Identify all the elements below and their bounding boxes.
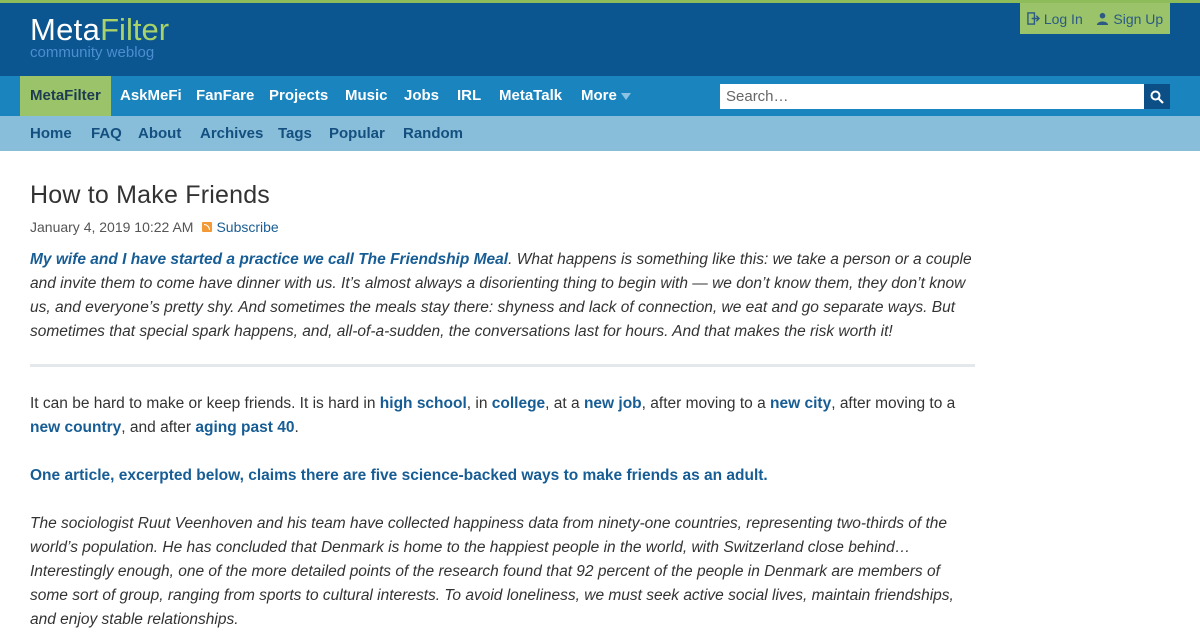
nav-item-fanfare[interactable]: FanFare <box>196 87 255 104</box>
caret-down-icon <box>621 93 631 100</box>
nav-item-projects[interactable]: Projects <box>269 87 329 104</box>
subnav-item-about[interactable]: About <box>138 125 182 142</box>
body-text: , at a <box>545 395 584 412</box>
nav-item-music[interactable]: Music <box>345 87 388 104</box>
nav-item-metafilter[interactable]: MetaFilter <box>20 76 111 116</box>
login-label: Log In <box>1043 10 1083 27</box>
article-link[interactable]: One article, excerpted below, claims there are five science-backed ways to make friends as an adult. <box>30 467 768 484</box>
post-intro-text: . What happens is something like this: we take a person or a couple and invite them to come have dinner with us. It’s almost always a disorienting thing to begin with — we don’t know them, they don’t know us, and everyone’s pretty shy. And sometimes the meals stay there: shyness and lack of connection, we eat and go separate ways. But sometimes that special spark happens, and, all-of-a-sudden, the conversations last for hours. And that makes the risk worth it! <box>30 251 972 340</box>
nav-more-label: More <box>581 87 617 104</box>
site-header <box>0 3 1200 76</box>
logo-meta: Meta <box>30 12 101 47</box>
signup-link[interactable] <box>1096 11 1163 27</box>
nav-item-irl[interactable]: IRL <box>457 87 482 104</box>
link-aging-past-40[interactable]: aging past 40 <box>195 419 295 436</box>
body-text: , after moving to a <box>831 395 956 412</box>
post-meta <box>30 219 279 235</box>
subnav-item-tags[interactable]: Tags <box>278 125 312 142</box>
link-new-city[interactable]: new city <box>770 395 832 412</box>
divider <box>30 364 975 367</box>
subnav-item-home[interactable]: Home <box>30 125 72 142</box>
user-icon <box>1096 12 1109 25</box>
link-new-job[interactable]: new job <box>583 395 642 412</box>
post-title: How to Make Friends <box>30 181 270 209</box>
subnav-item-archives[interactable]: Archives <box>200 125 264 142</box>
body-text: It can be hard to make or keep friends. It is hard in <box>30 395 380 412</box>
link-college[interactable]: college <box>491 395 546 412</box>
logo-filter: Filter <box>100 12 170 47</box>
subnav-item-faq[interactable]: FAQ <box>91 125 122 142</box>
body-text: , after moving to a <box>641 395 771 412</box>
subnav-item-random[interactable]: Random <box>403 125 463 142</box>
article-paragraph <box>30 464 975 488</box>
login-link[interactable] <box>1027 11 1083 27</box>
link-high-school[interactable]: high school <box>379 395 467 412</box>
post-body-paragraph <box>30 392 975 440</box>
friendship-meal-link[interactable]: My wife and I have started a practice we call The Friendship Meal <box>30 251 509 268</box>
rss-icon <box>202 222 212 232</box>
subscribe-link[interactable]: Subscribe <box>216 219 279 235</box>
post-intro <box>30 248 975 344</box>
sub-nav <box>0 116 1200 151</box>
subnav-item-popular[interactable]: Popular <box>329 125 385 142</box>
signup-label: Sign Up <box>1113 10 1164 27</box>
nav-item-more[interactable] <box>581 76 631 116</box>
post-timestamp: January 4, 2019 10:22 AM <box>30 219 194 235</box>
search-input[interactable] <box>720 84 1144 109</box>
body-text: , in <box>466 395 492 412</box>
search-icon <box>1150 90 1164 104</box>
body-text: , and after <box>121 419 196 436</box>
site-tagline: community weblog <box>30 44 155 61</box>
blockquote-excerpt: The sociologist Ruut Veenhoven and his team have collected happiness data from ninety-one countries, representing two-thirds of the world’s population. He has concluded that Denmark is home to the happiest people in the world, with Switzerland close behind… Interestingly enough, one of the more detailed points of the research found that 92 percent of the people in Denmark are members of some sort of group, ranging from sports to cultural interests. To avoid loneliness, we must seek active social lives, maintain friendships, and enjoy stable relationships. <box>30 515 954 628</box>
nav-item-askmefi[interactable]: AskMeFi <box>120 87 182 104</box>
login-arrow-icon <box>1027 12 1040 25</box>
auth-box <box>1020 3 1170 34</box>
body-text: . <box>294 419 299 436</box>
site-logo[interactable] <box>30 13 169 61</box>
nav-item-metatalk[interactable]: MetaTalk <box>499 87 563 104</box>
nav-item-jobs[interactable]: Jobs <box>404 87 440 104</box>
search-button[interactable] <box>1144 84 1170 109</box>
link-new-country[interactable]: new country <box>30 419 122 436</box>
